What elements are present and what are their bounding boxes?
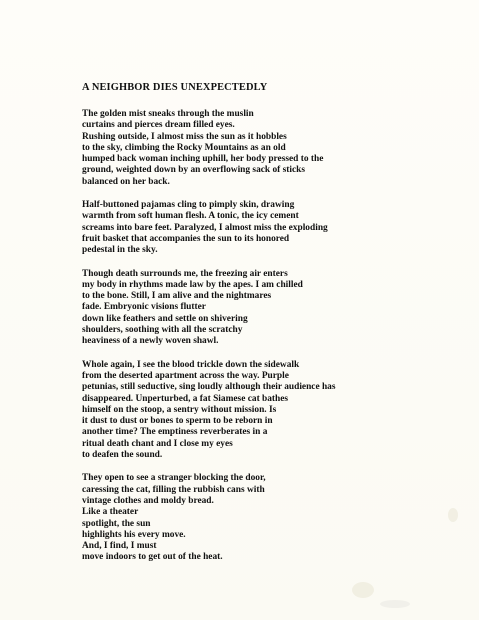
poem-line: another time? The emptiness reverberates in a [82, 427, 268, 438]
poem-line: ritual death chant and I close my eyes [82, 438, 233, 449]
poem-line: vintage clothes and moldy bread. [82, 495, 214, 506]
poem-line: humped back woman inching uphill, her body pressed to the [82, 154, 324, 165]
poem-line: heaviness of a newly woven shawl. [82, 336, 219, 347]
poem-line: The golden mist sneaks through the muslin [82, 109, 254, 119]
poem-line: caressing the cat, filling the rubbish cans with [82, 484, 265, 495]
stanza [82, 109, 472, 188]
poem-line: to deafen the sound. [82, 450, 163, 461]
poem-title: A NEIGHBOR DIES UNEXPECTEDLY [82, 82, 268, 93]
poem-line: And, I find, I must [82, 541, 157, 552]
poem-line: it dust to dust or bones to sperm to be reborn in [82, 416, 273, 427]
poem-line: pedestal in the sky. [82, 245, 158, 256]
poem-line: to the sky, climbing the Rocky Mountains as an old [82, 142, 286, 153]
poem-line: my body in rhythms made law by the apes. I am chilled [82, 279, 303, 290]
poem-line: ground, weighted down by an overflowing sack of sticks [82, 165, 306, 176]
stanza [82, 473, 472, 563]
poem-line: disappeared. Unperturbed, a fat Siamese cat bathes [82, 393, 289, 404]
poem-line: fruit basket that accompanies the sun to its honored [82, 233, 290, 244]
poem-line: warmth from soft human flesh. A tonic, the icy cement [82, 211, 299, 222]
paper-stain [352, 582, 374, 598]
stanza [82, 360, 472, 462]
poem-line: curtains and pierces dream filled eyes. [82, 120, 235, 131]
poem-line: highlights his every move. [82, 529, 186, 540]
poem-line: screams into bare feet. Paralyzed, I almost miss the exploding [82, 222, 328, 233]
poem-line: spotlight, the sun [82, 518, 151, 529]
poem-line: fade. Embryonic visions flutter [82, 302, 206, 313]
paper-stain [380, 600, 410, 608]
poem-line: Though death surrounds me, the freezing air enters [82, 268, 288, 279]
poem-line: Half-buttoned pajamas cling to pimply skin, drawing [82, 200, 295, 211]
poem-line: down like feathers and settle on shivering [82, 313, 248, 324]
poem-line: Whole again, I see the blood trickle down the sidewalk [82, 359, 300, 370]
poem-line: Rushing outside, I almost miss the sun as it hobbles [82, 131, 287, 142]
poem-line: to the bone. Still, I am alive and the nightmares [82, 291, 272, 302]
poem-line: They open to see a stranger blocking the door, [82, 473, 266, 484]
poem-line: Like a theater [82, 507, 139, 518]
stanza [82, 269, 472, 348]
stanza [82, 200, 472, 256]
poem [82, 82, 472, 576]
poem-line: from the deserted apartment across the way. Purple [82, 370, 289, 381]
poem-body [82, 109, 472, 564]
poem-line: move indoors to get out of the heat. [82, 552, 223, 563]
poem-line: himself on the stoop, a sentry without mission. Is [82, 404, 277, 415]
poem-line: balanced on her back. [82, 176, 170, 187]
poem-line: petunias, still seductive, sing loudly although their audience has [82, 382, 336, 393]
poem-line: shoulders, soothing with all the scratchy [82, 325, 243, 336]
